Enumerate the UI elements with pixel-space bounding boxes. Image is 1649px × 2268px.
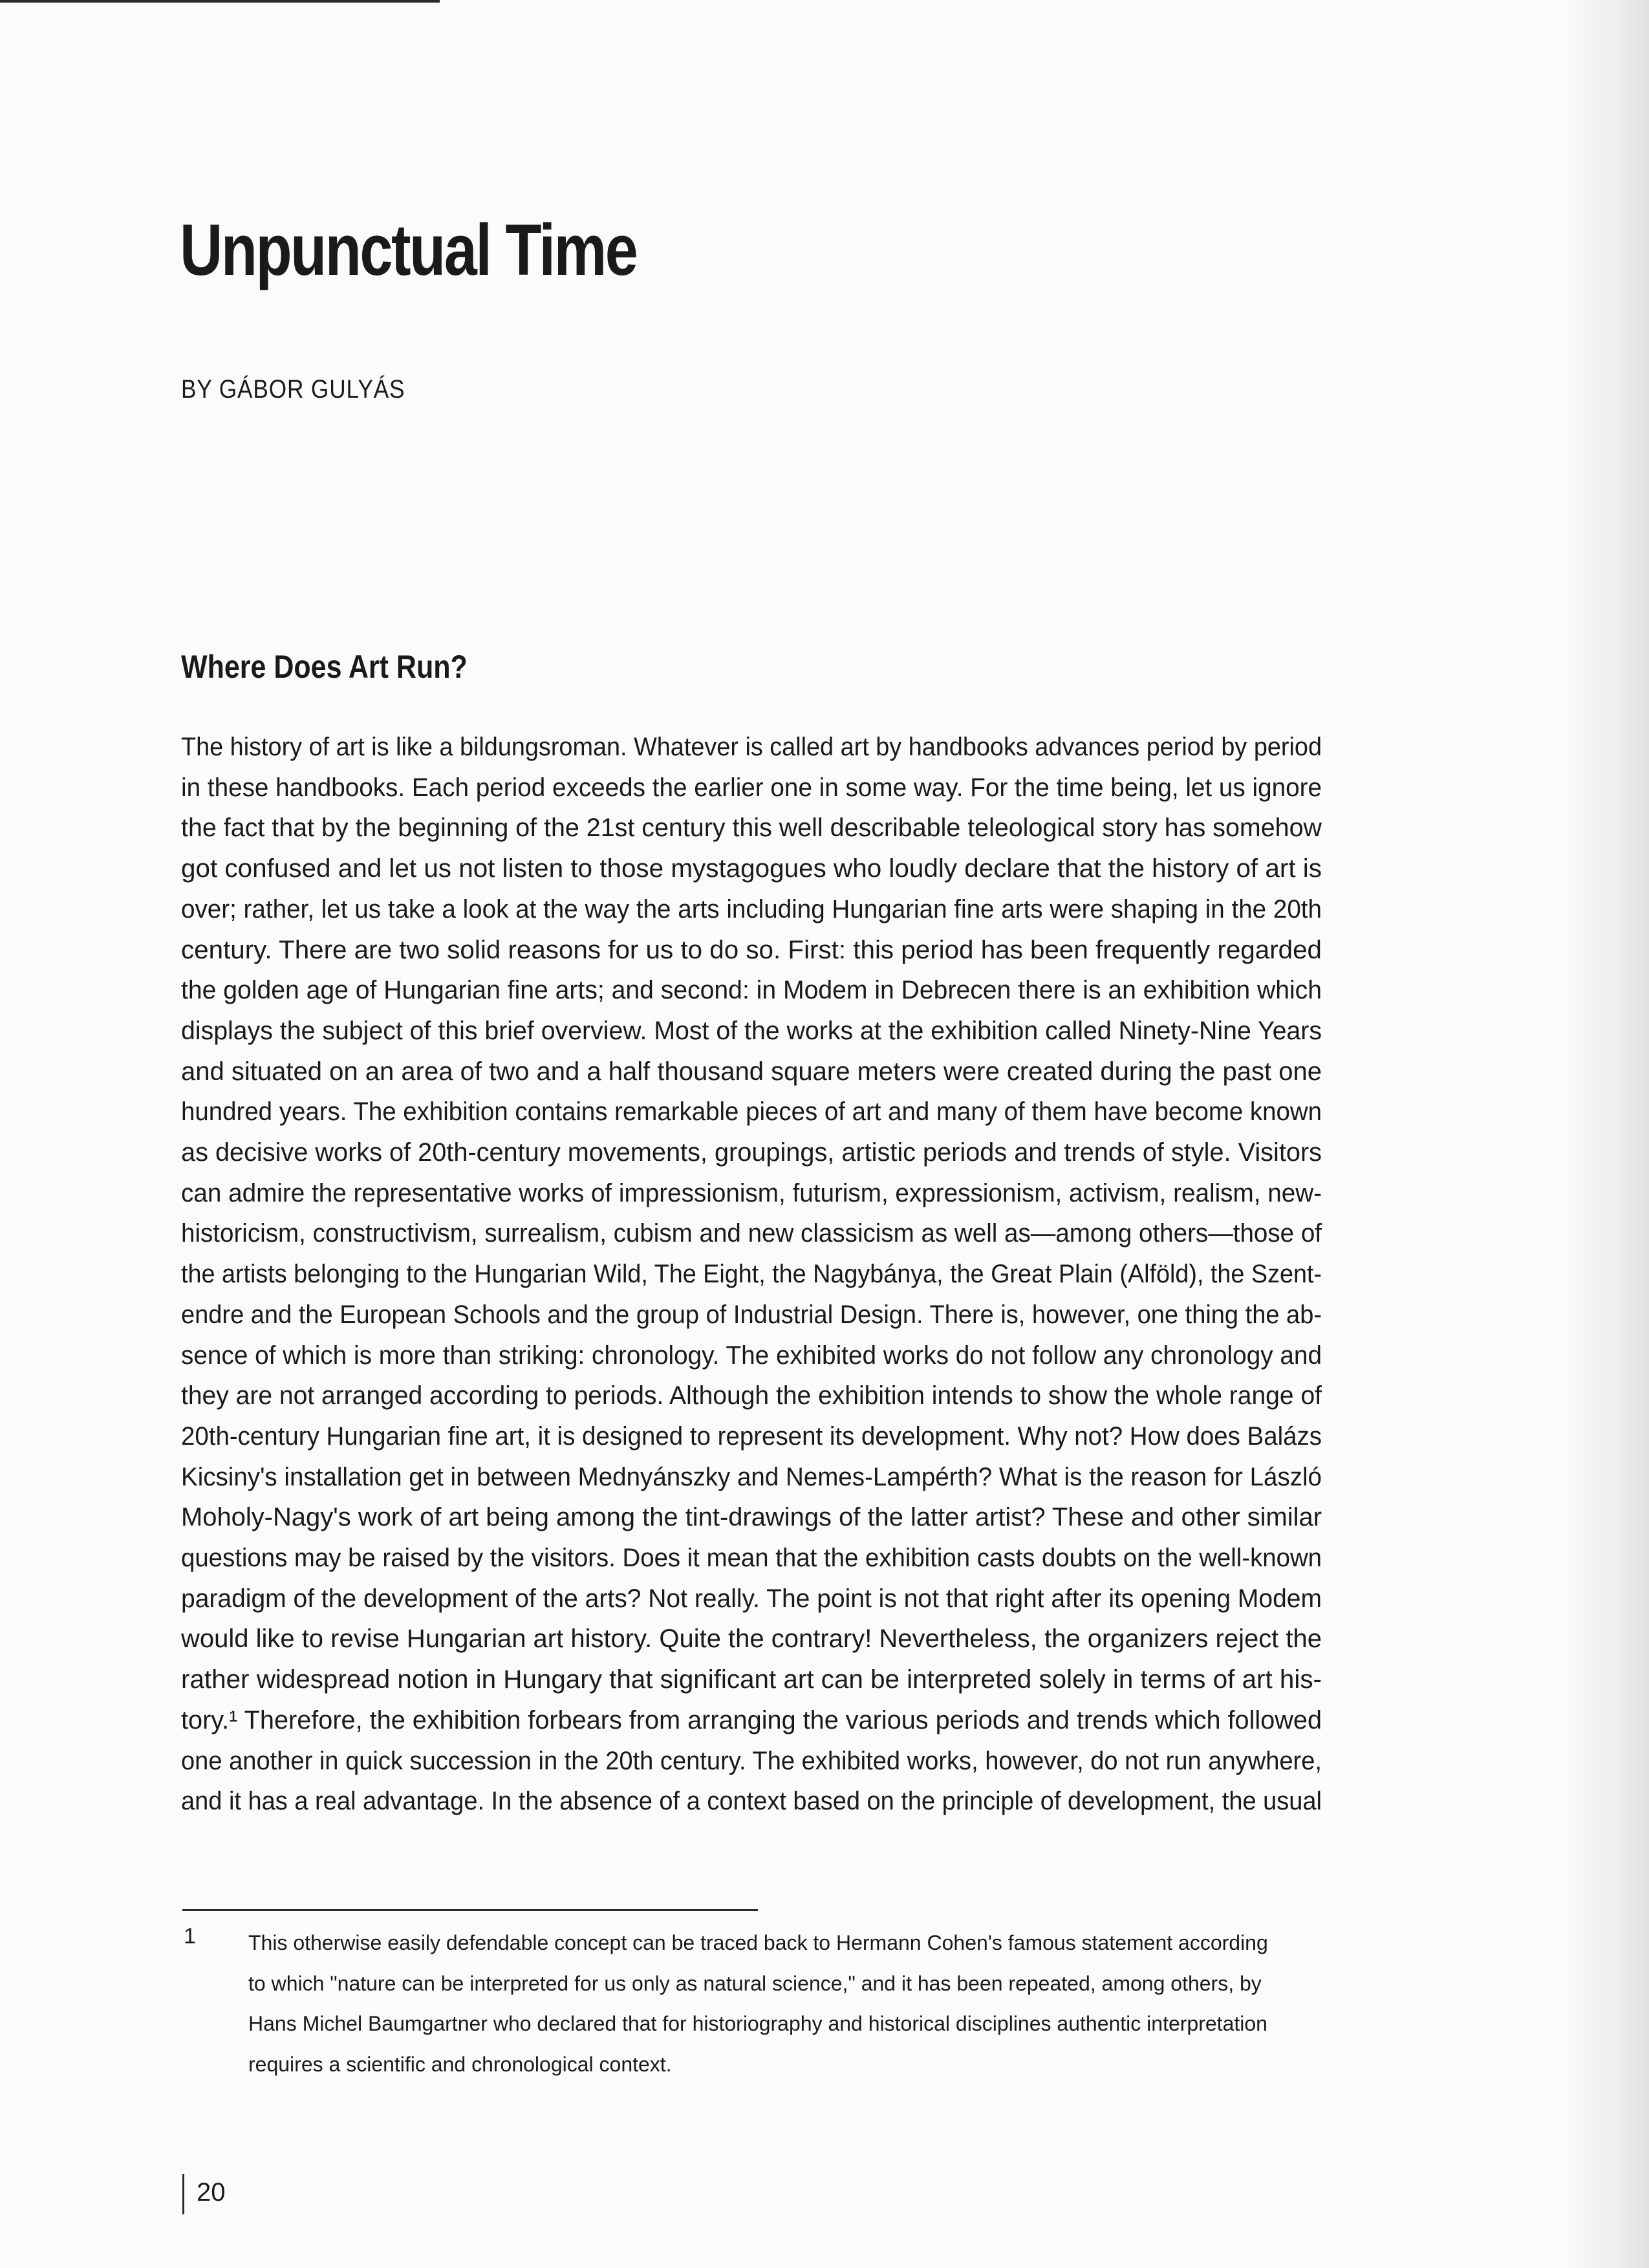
footnote-divider (182, 1909, 758, 1911)
body-line (181, 889, 1322, 930)
body-line (181, 1011, 1322, 1052)
body-line (181, 1295, 1322, 1335)
footnote-text (248, 1923, 1322, 2084)
body-line-text: century. There are two solid reasons for us to do so. First: this period has been frequently regarded (181, 935, 1322, 964)
body-line (181, 1700, 1322, 1741)
scan-edge (0, 0, 440, 3)
footnote-number: 1 (184, 1924, 196, 1949)
body-line (181, 1376, 1322, 1416)
body-line-text: tory.¹ Therefore, the exhibition forbears from arranging the various periods and trends which followed (181, 1705, 1322, 1734)
body-line (181, 1052, 1322, 1092)
body-line (181, 1659, 1322, 1700)
page-number-bar (182, 2174, 184, 2214)
body-line (181, 1254, 1322, 1295)
body-line-text: they are not arranged according to periods. Although the exhibition intends to show the whole range of (181, 1381, 1322, 1410)
body-line (181, 808, 1322, 848)
footnote-line-text: to which "nature can be interpreted for us only as natural science," and it has been repeated, among others, by (248, 1971, 1262, 1995)
body-line-text: rather widespread notion in Hungary that significant art can be interpreted solely in terms of art his- (181, 1665, 1322, 1694)
body-line (181, 1579, 1322, 1619)
body-line (181, 1213, 1322, 1254)
footnote-line (248, 2003, 1322, 2044)
body-line-text: historicism, constructivism, surrealism, cubism and new classicism as well as—among others—those of (181, 1219, 1322, 1248)
body-line (181, 930, 1322, 971)
body-line-text: the fact that by the beginning of the 21st century this well describable teleological story has somehow (181, 814, 1322, 843)
body-line-text: one another in quick succession in the 20th century. The exhibited works, however, do not run anywhere, (181, 1746, 1322, 1775)
body-line-text: and situated on an area of two and a half thousand square meters were created during the past one (181, 1057, 1322, 1086)
page-number: 20 (197, 2178, 226, 2207)
body-line-text: paradigm of the development of the arts? Not really. The point is not that right after its opening Modem (181, 1584, 1322, 1613)
body-line (181, 1538, 1322, 1579)
body-line-text: endre and the European Schools and the group of Industrial Design. There is, however, one thing the ab- (181, 1300, 1322, 1329)
body-line-text: would like to revise Hungarian art history. Quite the contrary! Nevertheless, the organizers reject the (181, 1625, 1322, 1654)
footnote-line (248, 2044, 1322, 2085)
footnote-line-text: This otherwise easily defendable concept can be traced back to Hermann Cohen's famous statement according (248, 1931, 1268, 1954)
body-line-text: displays the subject of this brief overview. Most of the works at the exhibition called Ninety-Nine Years (181, 1016, 1322, 1045)
body-line-text: over; rather, let us take a look at the way the arts including Hungarian fine arts were shaping in the 20th (181, 894, 1322, 923)
body-line (181, 1457, 1322, 1498)
body-line-text: Kicsiny's installation get in between Mednyánszky and Nemes-Lampérth? What is the reason for László (181, 1462, 1322, 1491)
page-spine-shadow (1558, 0, 1649, 2268)
footnote-line (248, 1923, 1322, 1963)
body-line (181, 1416, 1322, 1457)
body-line (181, 1092, 1322, 1132)
body-line-text: and it has a real advantage. In the absence of a context based on the principle of development, the usual (181, 1787, 1322, 1816)
body-line (181, 970, 1322, 1011)
footnote-line-text: requires a scientific and chronological context. (248, 2052, 672, 2076)
body-line (181, 1741, 1322, 1782)
footnote-line-text: Hans Michel Baumgartner who declared that for historiography and historical disciplines authentic interpretation (248, 2012, 1267, 2035)
body-line-text: Moholy-Nagy's work of art being among the tint-drawings of the latter artist? These and other similar (181, 1503, 1322, 1532)
body-line (181, 1173, 1322, 1214)
body-line (181, 1619, 1322, 1659)
body-line-text: in these handbooks. Each period exceeds the earlier one in some way. For the time being, let us ignore (181, 773, 1322, 802)
body-line-text: the artists belonging to the Hungarian Wild, The Eight, the Nagybánya, the Great Plain (Alföld), the Szent- (181, 1260, 1322, 1289)
body-line-text: sence of which is more than striking: chronology. The exhibited works do not follow any chronology and (181, 1341, 1322, 1370)
body-line (181, 727, 1322, 768)
body-line (181, 848, 1322, 889)
body-line (181, 1497, 1322, 1538)
body-line-text: as decisive works of 20th-century movements, groupings, artistic periods and trends of style. Visitors (181, 1138, 1322, 1167)
body-line-text: 20th-century Hungarian fine art, it is designed to represent its development. Why not? How does Balázs (181, 1421, 1322, 1451)
author-byline: BY GÁBOR GULYÁS (181, 375, 405, 404)
body-paragraph (181, 727, 1322, 1822)
body-line (181, 1781, 1322, 1822)
body-line-text: hundred years. The exhibition contains remarkable pieces of art and many of them have become known (181, 1097, 1322, 1127)
body-line (181, 768, 1322, 808)
body-line (181, 1132, 1322, 1173)
body-line-text: can admire the representative works of impressionism, futurism, expressionism, activism, realism, new- (181, 1178, 1322, 1207)
body-line-text: got confused and let us not listen to those mystagogues who loudly declare that the history of art is (181, 854, 1322, 883)
body-line (181, 1335, 1322, 1376)
body-line-text: questions may be raised by the visitors. Does it mean that the exhibition casts doubts on the well-known (181, 1544, 1322, 1573)
body-line-text: the golden age of Hungarian fine arts; and second: in Modem in Debrecen there is an exhibition which (181, 976, 1322, 1005)
footnote-line (248, 1963, 1322, 2004)
section-heading: Where Does Art Run? (181, 649, 468, 685)
article-title: Unpunctual Time (180, 210, 637, 290)
body-line-text: The history of art is like a bildungsroman. Whatever is called art by handbooks advances period by period (181, 733, 1322, 761)
